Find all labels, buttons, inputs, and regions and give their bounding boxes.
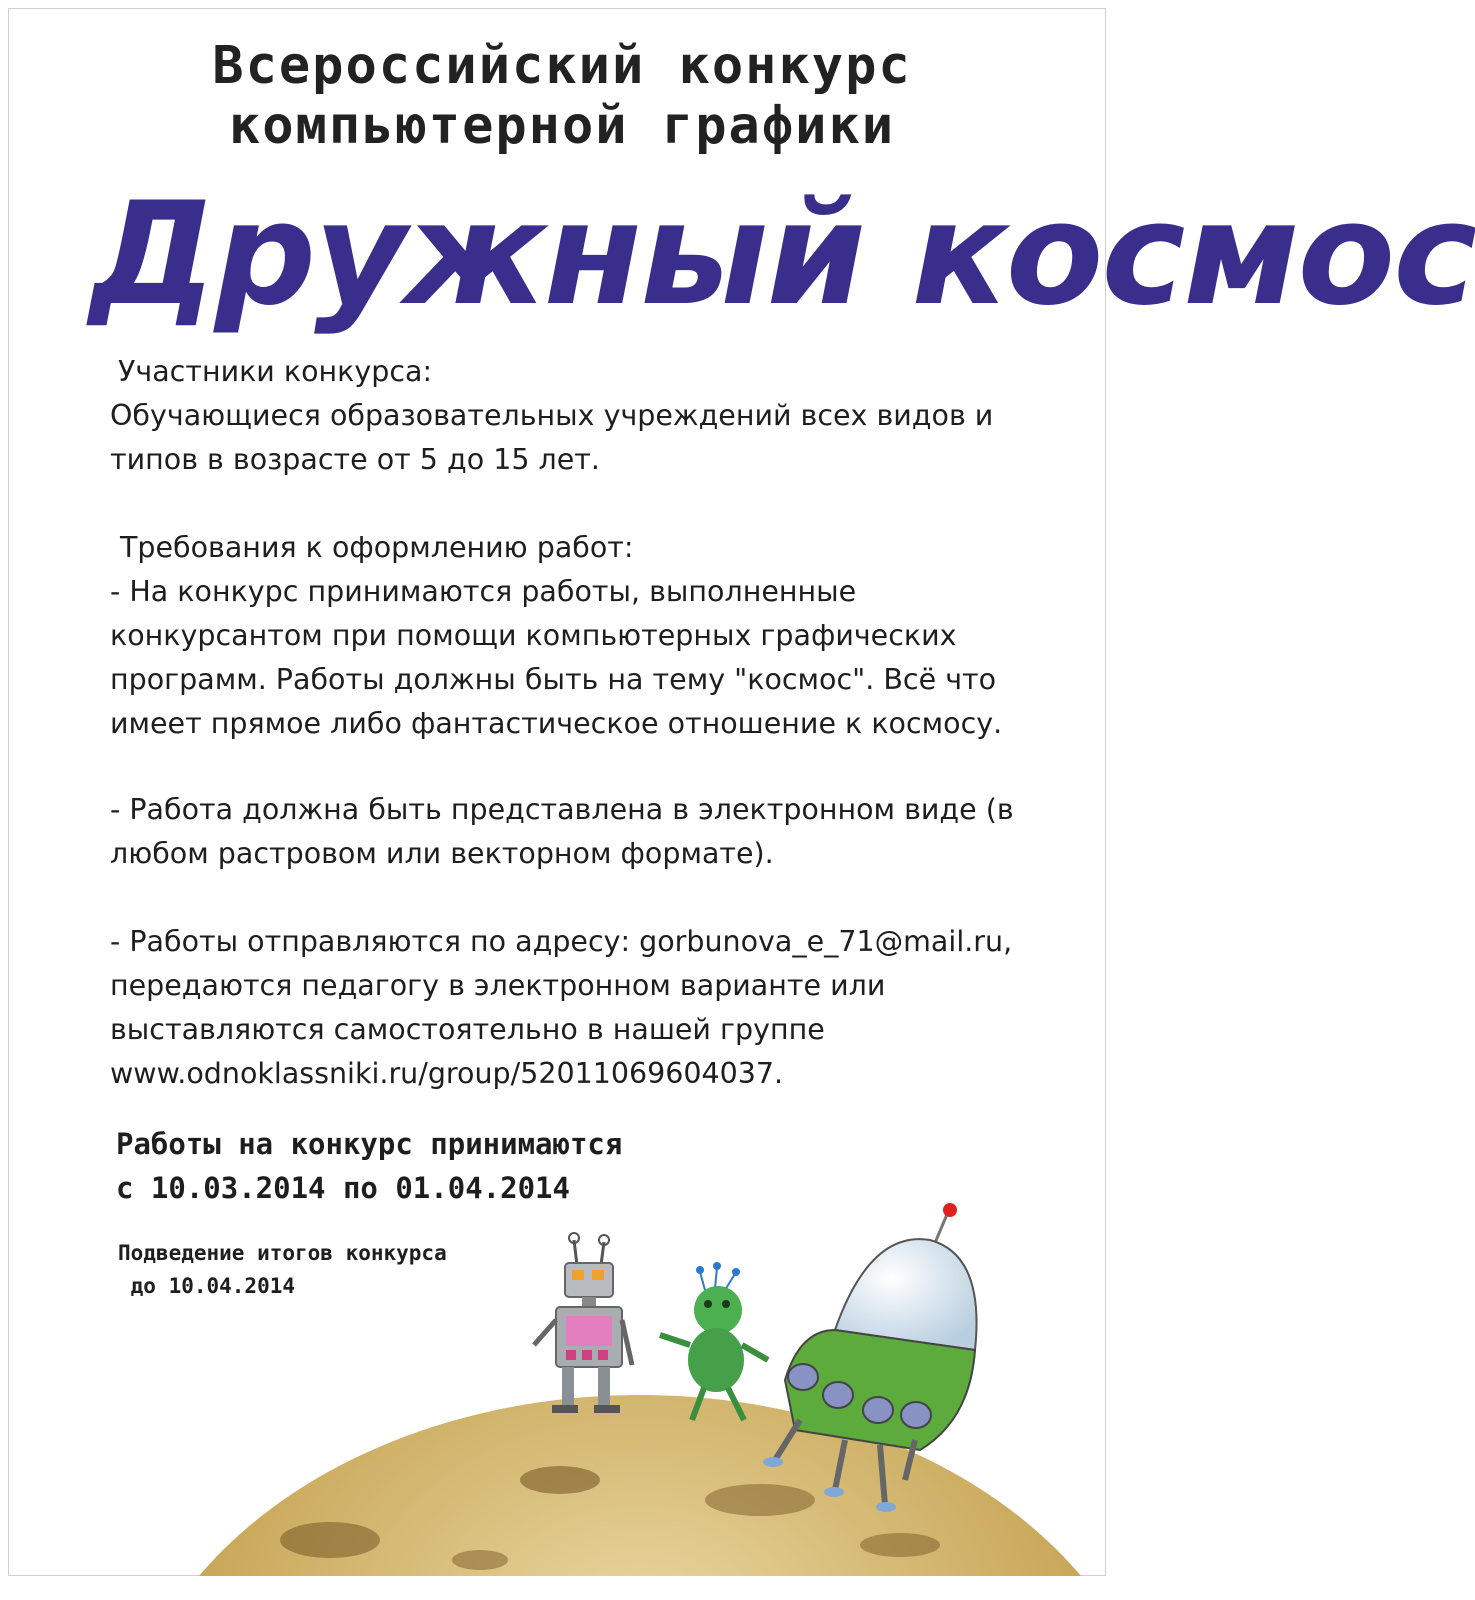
contest-logo-title: Дружный космос	[90, 172, 1475, 337]
requirement-1-line-3: программ. Работы должны быть на тему "космос". Всё что	[110, 663, 997, 696]
requirement-3-line-2: передаются педагогу в электронном варианте или	[110, 969, 886, 1002]
robot	[534, 1233, 632, 1413]
requirement-1-line-1: - На конкурс принимаются работы, выполненные	[110, 575, 857, 608]
requirement-3-line-3: выставляются самостоятельно в нашей группе	[110, 1013, 825, 1046]
participants-line-2: типов в возрасте от 5 до 15 лет.	[110, 443, 600, 476]
requirement-2-line-1: - Работа должна быть представлена в электронном виде (в	[110, 793, 1014, 826]
planet	[120, 1395, 1160, 1600]
title-line-2: компьютерной графики	[228, 96, 896, 156]
title-line-1: Всероссийский конкурс	[212, 36, 912, 96]
participants-heading: Участники конкурса:	[118, 355, 433, 388]
accept-dates-line-1: Работы на конкурс принимаются	[116, 1127, 623, 1161]
requirements-heading: Требования к оформлению работ:	[120, 531, 634, 564]
requirement-2-line-2: любом растровом или векторном формате).	[110, 837, 774, 870]
participants-line-1: Обучающиеся образовательных учреждений всех видов и	[110, 399, 994, 432]
accept-dates-line-2: с 10.03.2014 по 01.04.2014	[116, 1171, 570, 1205]
requirement-3-line-4: www.odnoklassniki.ru/group/52011069604037.	[110, 1057, 784, 1090]
requirement-1-line-2: конкурсантом при помощи компьютерных графических	[110, 619, 957, 652]
results-date-line-1: Подведение итогов конкурса	[118, 1241, 447, 1265]
requirement-1-line-4: имеет прямое либо фантастическое отношение к космосу.	[110, 707, 1003, 740]
results-date-line-2: до 10.04.2014	[118, 1274, 296, 1298]
requirement-3-line-1: - Работы отправляются по адресу: gorbunova_e_71@mail.ru,	[110, 925, 1013, 958]
